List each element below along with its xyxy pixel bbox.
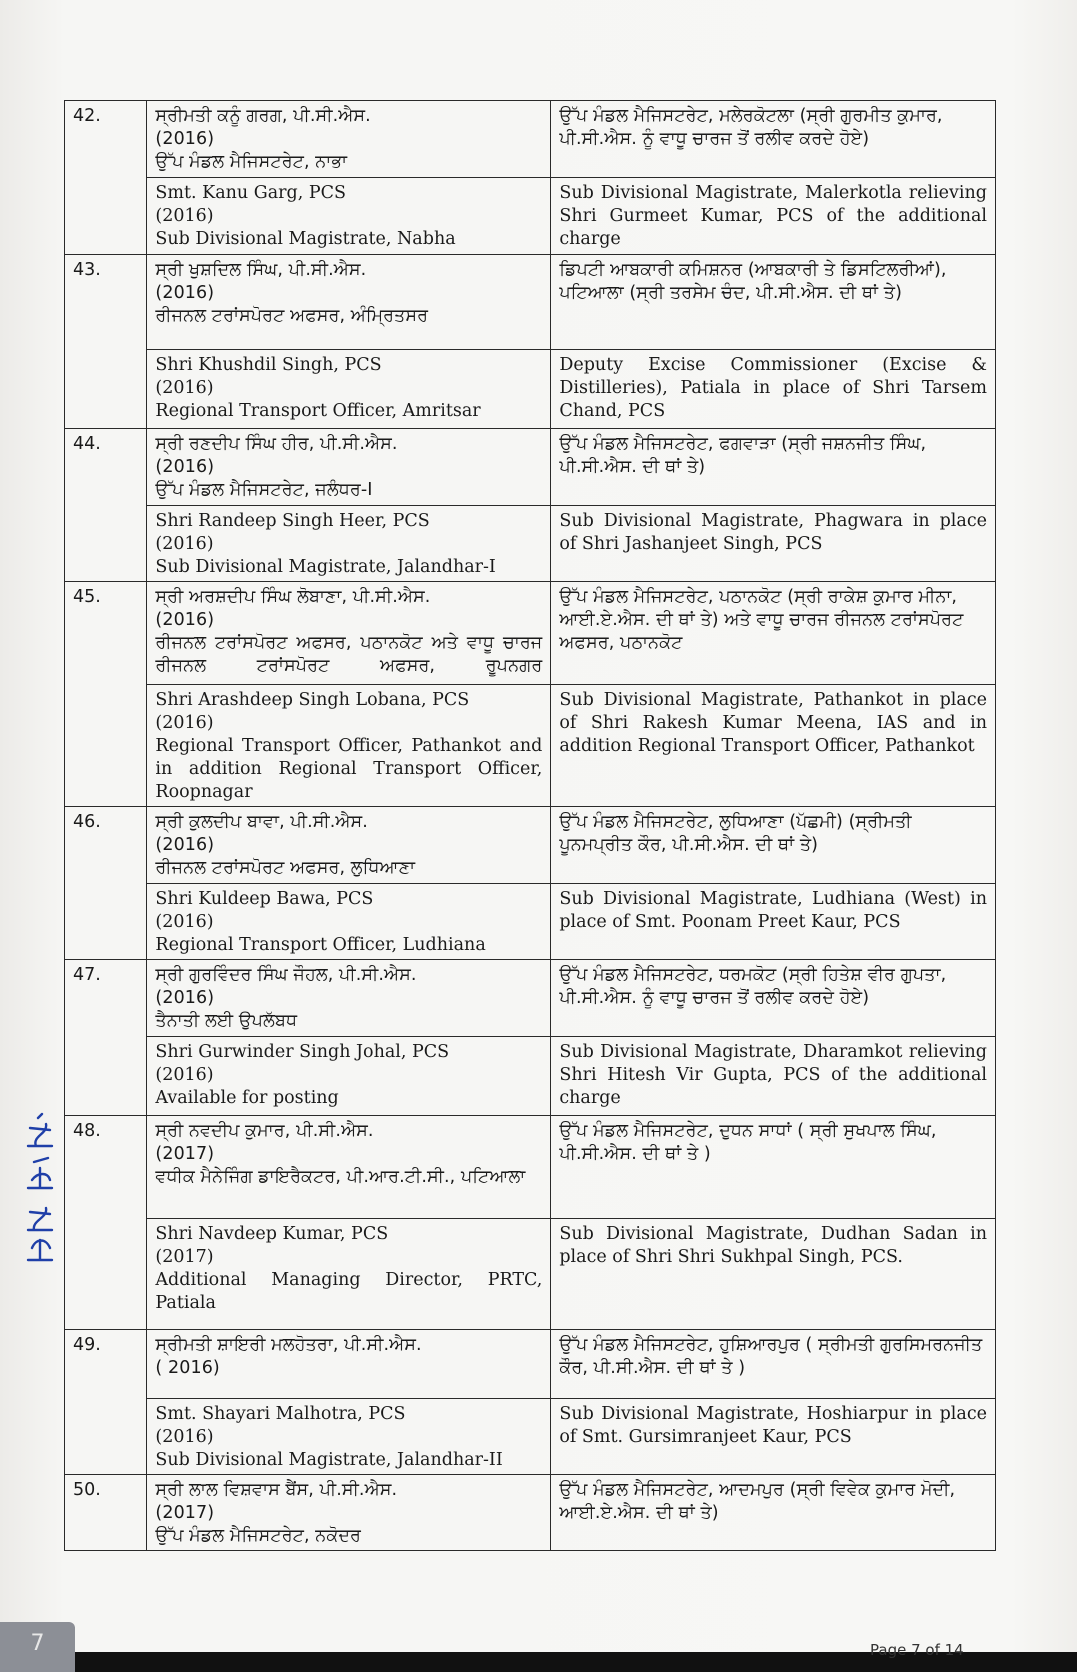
posting-english: Sub Divisional Magistrate, Dudhan Sadan in place of Shri Shri Sukhpal Singh, PCS. xyxy=(551,1219,996,1330)
officer-english: Shri Randeep Singh Heer, PCS (2016) Sub Divisional Magistrate, Jalandhar-I xyxy=(147,506,551,582)
posting-punjabi: ਉੱਪ ਮੰਡਲ ਮੈਜਿਸਟਰੇਟ, ਧਰਮਕੋਟ (ਸ੍ਰੀ ਹਿਤੇਸ਼ ਵੀਰ ਗੁਪਤਾ, ਪੀ.ਸੀ.ਐਸ. ਨੂੰ ਵਾਧੂ ਚਾਰਜ ਤੋਂ ਰਲੀਵ ਕਰਦੇ ਹੋਏ) xyxy=(551,960,996,1037)
posting-english: Sub Divisional Magistrate, Phagwara in place of Shri Jashanjeet Singh, PCS xyxy=(551,506,996,582)
posting-english: Sub Divisional Magistrate, Dharamkot relieving Shri Hitesh Vir Gupta, PCS of the additional charge xyxy=(551,1037,996,1116)
officer-english: Shri Kuldeep Bawa, PCS (2016) Regional Transport Officer, Ludhiana xyxy=(147,884,551,960)
posting-english: Deputy Excise Commissioner (Excise & Distilleries), Patiala in place of Shri Tarsem Chand, PCS xyxy=(551,350,996,429)
officer-english: Shri Gurwinder Singh Johal, PCS (2016) Available for posting xyxy=(147,1037,551,1116)
table-row xyxy=(65,1330,996,1399)
officer-punjabi: ਸ੍ਰੀ ਨਵਦੀਪ ਕੁਮਾਰ, ਪੀ.ਸੀ.ਐਸ. (2017) ਵਧੀਕ ਮੈਨੇਜਿੰਗ ਡਾਇਰੈਕਟਰ, ਪੀ.ਆਰ.ਟੀ.ਸੀ., ਪਟਿਆਲਾ xyxy=(147,1116,551,1219)
officer-punjabi: ਸ੍ਰੀ ਕੁਲਦੀਪ ਬਾਵਾ, ਪੀ.ਸੀ.ਐਸ. (2016) ਰੀਜਨਲ ਟਰਾਂਸਪੋਰਟ ਅਫਸਰ, ਲੁਧਿਆਣਾ xyxy=(147,807,551,884)
serial-number: 47. xyxy=(65,960,147,1116)
table-row xyxy=(65,582,996,685)
table-row xyxy=(65,1399,996,1475)
serial-number: 50. xyxy=(65,1475,147,1551)
table-row xyxy=(65,101,996,178)
posting-english: Sub Divisional Magistrate, Malerkotla relieving Shri Gurmeet Kumar, PCS of the additional charge xyxy=(551,178,996,255)
posting-punjabi: ਉੱਪ ਮੰਡਲ ਮੈਜਿਸਟਰੇਟ, ਮਲੇਰਕੋਟਲਾ (ਸ੍ਰੀ ਗੁਰਮੀਤ ਕੁਮਾਰ, ਪੀ.ਸੀ.ਐਸ. ਨੂੰ ਵਾਧੂ ਚਾਰਜ ਤੋਂ ਰਲੀਵ ਕਰਦੇ ਹੋਏ) xyxy=(551,101,996,178)
serial-number: 44. xyxy=(65,429,147,582)
table-row xyxy=(65,1037,996,1116)
posting-punjabi: ਡਿਪਟੀ ਆਬਕਾਰੀ ਕਮਿਸ਼ਨਰ (ਆਬਕਾਰੀ ਤੇ ਡਿਸਟਿਲਰੀਆਂ), ਪਟਿਆਲਾ (ਸ੍ਰੀ ਤਰਸੇਮ ਚੰਦ, ਪੀ.ਸੀ.ਐਸ. ਦੀ ਥਾਂ ਤੇ) xyxy=(551,255,996,350)
posting-punjabi: ਉੱਪ ਮੰਡਲ ਮੈਜਿਸਟਰੇਟ, ਲੁਧਿਆਣਾ (ਪੱਛਮੀ) (ਸ੍ਰੀਮਤੀ ਪੂਨਮਪ੍ਰੀਤ ਕੌਰ, ਪੀ.ਸੀ.ਐਸ. ਦੀ ਥਾਂ ਤੇ) xyxy=(551,807,996,884)
page-number-tab: 7 xyxy=(0,1622,75,1672)
officer-punjabi: ਸ੍ਰੀ ਰਣਦੀਪ ਸਿੰਘ ਹੀਰ, ਪੀ.ਸੀ.ਐਸ. (2016) ਉੱਪ ਮੰਡਲ ਮੈਜਿਸਟਰੇਟ, ਜਲੰਧਰ-I xyxy=(147,429,551,506)
officer-punjabi: ਸ੍ਰੀਮਤੀ ਕਨੂੰ ਗਰਗ, ਪੀ.ਸੀ.ਐਸ. (2016) ਉੱਪ ਮੰਡਲ ਮੈਜਿਸਟਰੇਟ, ਨਾਭਾ xyxy=(147,101,551,178)
serial-number: 42. xyxy=(65,101,147,255)
officer-punjabi: ਸ੍ਰੀ ਲਾਲ ਵਿਸ਼ਵਾਸ ਬੈਂਸ, ਪੀ.ਸੀ.ਐਸ. (2017) ਉੱਪ ਮੰਡਲ ਮੈਜਿਸਟਰੇਟ, ਨਕੋਦਰ xyxy=(147,1475,551,1551)
officer-english: Shri Navdeep Kumar, PCS (2017) Additional Managing Director, PRTC, Patiala xyxy=(147,1219,551,1330)
officer-punjabi: ਸ੍ਰੀ ਅਰਸ਼ਦੀਪ ਸਿੰਘ ਲੋਬਾਣਾ, ਪੀ.ਸੀ.ਐਸ. (2016) ਰੀਜਨਲ ਟਰਾਂਸਪੋਰਟ ਅਫਸਰ, ਪਠਾਨਕੋਟ ਅਤੇ ਵਾਧੂ ਚਾਰਜ ਰੀਜਨਲ ਟਰਾਂਸਪੋਰਟ ਅਫਸਰ, ਰੂਪਨਗਰ xyxy=(147,582,551,685)
officer-punjabi: ਸ੍ਰੀ ਖੁਸ਼ਦਿਲ ਸਿੰਘ, ਪੀ.ਸੀ.ਐਸ. (2016) ਰੀਜਨਲ ਟਰਾਂਸਪੋਰਟ ਅਫਸਰ, ਅੰਮ੍ਰਿਤਸਰ xyxy=(147,255,551,350)
posting-punjabi: ਉੱਪ ਮੰਡਲ ਮੈਜਿਸਟਰੇਟ, ਪਠਾਨਕੋਟ (ਸ੍ਰੀ ਰਾਕੇਸ਼ ਕੁਮਾਰ ਮੀਨਾ, ਆਈ.ਏ.ਐਸ. ਦੀ ਥਾਂ ਤੇ) ਅਤੇ ਵਾਧੂ ਚਾਰਜ ਰੀਜਨਲ ਟਰਾਂਸਪੋਰਟ ਅਫਸਰ, ਪਠਾਨਕੋਟ xyxy=(551,582,996,685)
serial-number: 48. xyxy=(65,1116,147,1330)
table-row xyxy=(65,1219,996,1330)
table-row xyxy=(65,685,996,807)
officer-english: Shri Arashdeep Singh Lobana, PCS (2016) Regional Transport Officer, Pathankot and in addition Regional Transport Officer, Roopnagar xyxy=(147,685,551,807)
page-count-label: Page 7 of 14 xyxy=(870,1641,964,1659)
serial-number: 43. xyxy=(65,255,147,429)
serial-number: 46. xyxy=(65,807,147,960)
posting-punjabi: ਉੱਪ ਮੰਡਲ ਮੈਜਿਸਟਰੇਟ, ਦੁਧਨ ਸਾਧਾਂ ( ਸ੍ਰੀ ਸੁਖਪਾਲ ਸਿੰਘ, ਪੀ.ਸੀ.ਐਸ. ਦੀ ਥਾਂ ਤੇ ) xyxy=(551,1116,996,1219)
officer-english: Smt. Shayari Malhotra, PCS (2016) Sub Divisional Magistrate, Jalandhar-II xyxy=(147,1399,551,1475)
posting-punjabi: ਉੱਪ ਮੰਡਲ ਮੈਜਿਸਟਰੇਟ, ਫਗਵਾੜਾ (ਸ੍ਰੀ ਜਸ਼ਨਜੀਤ ਸਿੰਘ, ਪੀ.ਸੀ.ਐਸ. ਦੀ ਥਾਂ ਤੇ) xyxy=(551,429,996,506)
serial-number: 49. xyxy=(65,1330,147,1475)
table-row xyxy=(65,960,996,1037)
posting-punjabi: ਉੱਪ ਮੰਡਲ ਮੈਜਿਸਟਰੇਟ, ਆਦਮਪੁਰ (ਸ੍ਰੀ ਵਿਵੇਕ ਕੁਮਾਰ ਮੋਦੀ, ਆਈ.ਏ.ਐਸ. ਦੀ ਥਾਂ ਤੇ) xyxy=(551,1475,996,1551)
transfer-orders-table xyxy=(64,100,996,1551)
table-row xyxy=(65,429,996,506)
table-row xyxy=(65,1475,996,1551)
posting-english: Sub Divisional Magistrate, Hoshiarpur in place of Smt. Gursimranjeet Kaur, PCS xyxy=(551,1399,996,1475)
table-row xyxy=(65,807,996,884)
officer-english: Smt. Kanu Garg, PCS (2016) Sub Divisional Magistrate, Nabha xyxy=(147,178,551,255)
table-row xyxy=(65,506,996,582)
handwritten-signature xyxy=(22,1110,58,1270)
table-row xyxy=(65,178,996,255)
serial-number: 45. xyxy=(65,582,147,807)
table-row xyxy=(65,884,996,960)
posting-english: Sub Divisional Magistrate, Pathankot in place of Shri Rakesh Kumar Meena, IAS and in addition Regional Transport Officer, Pathankot xyxy=(551,685,996,807)
officer-punjabi: ਸ੍ਰੀ ਗੁਰਵਿੰਦਰ ਸਿੰਘ ਜੌਹਲ, ਪੀ.ਸੀ.ਐਸ. (2016) ਤੈਨਾਤੀ ਲਈ ਉਪਲੱਬਧ xyxy=(147,960,551,1037)
officer-english: Shri Khushdil Singh, PCS (2016) Regional Transport Officer, Amritsar xyxy=(147,350,551,429)
table-row xyxy=(65,350,996,429)
posting-english: Sub Divisional Magistrate, Ludhiana (West) in place of Smt. Poonam Preet Kaur, PCS xyxy=(551,884,996,960)
posting-punjabi: ਉੱਪ ਮੰਡਲ ਮੈਜਿਸਟਰੇਟ, ਹੁਸ਼ਿਆਰਪੁਰ ( ਸ੍ਰੀਮਤੀ ਗੁਰਸਿਮਰਨਜੀਤ ਕੌਰ, ਪੀ.ਸੀ.ਐਸ. ਦੀ ਥਾਂ ਤੇ ) xyxy=(551,1330,996,1399)
table-row xyxy=(65,1116,996,1219)
table-row xyxy=(65,255,996,350)
officer-punjabi: ਸ੍ਰੀਮਤੀ ਸ਼ਾਇਰੀ ਮਲਹੋਤਰਾ, ਪੀ.ਸੀ.ਐਸ. ( 2016) xyxy=(147,1330,551,1399)
